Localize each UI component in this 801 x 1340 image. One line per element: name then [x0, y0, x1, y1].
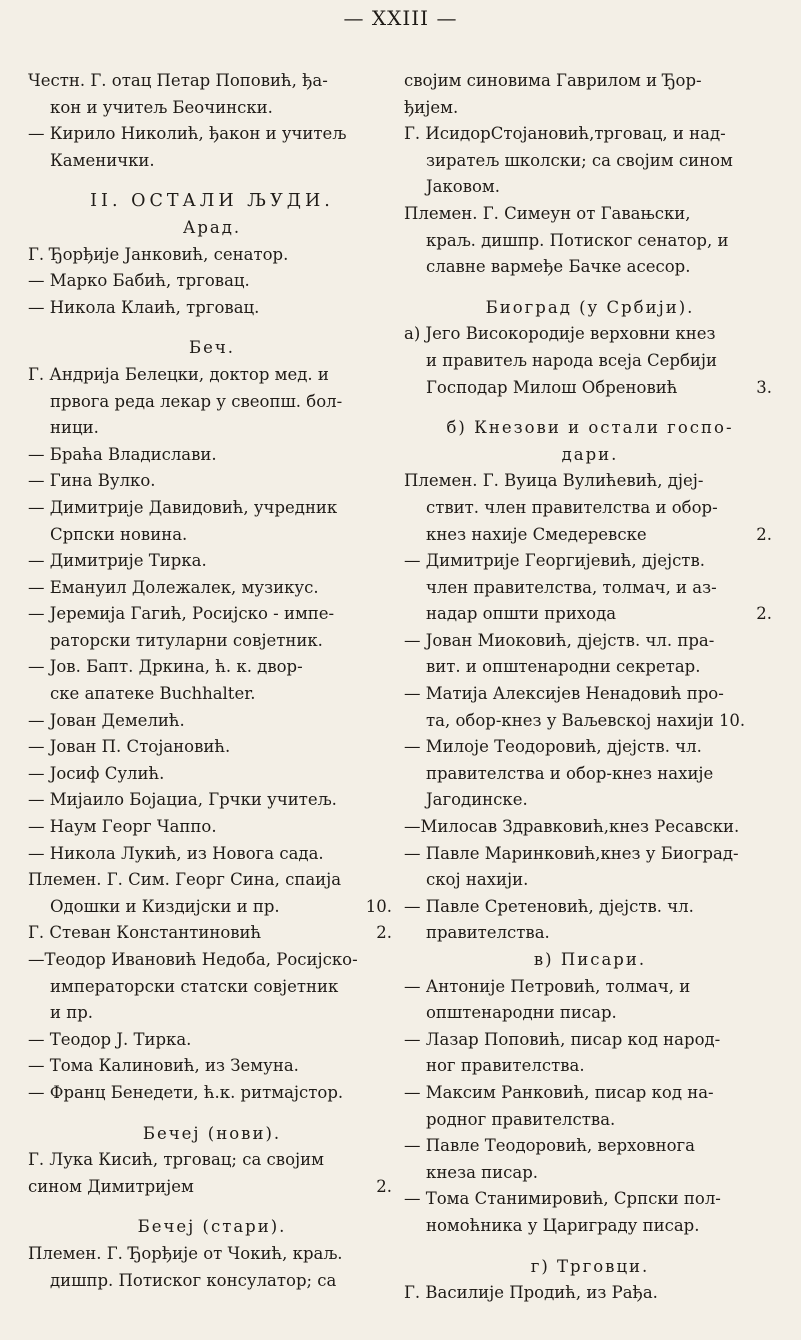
- spacer: [404, 281, 776, 295]
- text-line: [28, 920, 396, 947]
- text-line: [404, 95, 776, 122]
- spacer: [28, 321, 396, 335]
- line-text: Арад.: [182, 217, 242, 237]
- right-column: [404, 68, 776, 1307]
- line-text: б) Кнезови и остали госпо-: [446, 418, 734, 438]
- text-line: [28, 95, 396, 122]
- line-text: —Теодор Ивановић Недоба, Росијско-: [28, 950, 358, 969]
- line-text: ници.: [50, 418, 99, 438]
- text-line: [404, 148, 776, 175]
- line-text: вит. и општенародни секретар.: [426, 657, 701, 677]
- line-text: Г. Лука Кисић, трговац; са својим: [28, 1150, 324, 1170]
- text-line: [28, 601, 396, 628]
- line-text: — Мијаило Бојациа, Грчки учитељ.: [28, 790, 337, 810]
- text-line: [28, 148, 396, 175]
- text-line: [28, 415, 396, 442]
- text-line: [28, 708, 396, 735]
- text-line: [28, 442, 396, 469]
- text-line: [404, 1000, 776, 1027]
- text-line: [404, 1053, 776, 1080]
- line-text: — Теодор Ј. Тирка.: [28, 1029, 192, 1049]
- text-line: [28, 1214, 396, 1241]
- text-line: [28, 215, 396, 242]
- text-line: [28, 761, 396, 788]
- text-line: [28, 335, 396, 362]
- text-line: [404, 601, 776, 628]
- line-text: а) Јего Високородије верховни кнез: [404, 324, 716, 344]
- text-line: [404, 121, 776, 148]
- line-text: надар општи прихода: [426, 604, 617, 624]
- spacer: [404, 1240, 776, 1254]
- text-line: [28, 1121, 396, 1148]
- left-column: [28, 68, 396, 1294]
- text-line: [28, 1147, 396, 1174]
- line-text: — Никола Лукић, из Новога сада.: [28, 843, 324, 863]
- line-text: Господар Милош Обреновић: [426, 377, 678, 397]
- line-text: Јаковом.: [426, 177, 501, 197]
- line-text: правителства и обор-кнез нахије: [426, 763, 714, 783]
- line-text: Племен. Г. Вуица Вулићевић, дјеј-: [404, 471, 704, 491]
- line-text: — Никола Клаић, трговац.: [28, 297, 260, 317]
- line-text: — Павле Теодоровић, верховнога: [404, 1136, 696, 1156]
- line-text: краљ. дишпр. Потиског сенатор, и: [426, 230, 729, 250]
- line-text: кон и учитељ Беочински.: [50, 97, 273, 117]
- line-text: номоћника у Цариграду писар.: [426, 1215, 700, 1235]
- line-text: ствит. член правителства и обор-: [426, 497, 718, 517]
- line-text: — Матија Алексијев Ненадовић про-: [404, 684, 724, 704]
- text-line: [28, 814, 396, 841]
- text-line: [28, 362, 396, 389]
- line-text: дари.: [561, 444, 619, 464]
- text-line: [28, 295, 396, 322]
- line-text: — Гина Вулко.: [28, 471, 156, 491]
- text-line: [28, 1080, 396, 1107]
- text-line: [404, 761, 776, 788]
- line-text: славне вармеђе Бачке асесор.: [426, 257, 691, 277]
- line-text: — Димитрије Давидовић, учредник: [28, 497, 338, 517]
- text-line: [28, 841, 396, 868]
- line-text: кнез нахије Смедеревске: [426, 524, 647, 544]
- line-text: и правитељ народа всеја Сербији: [426, 350, 718, 370]
- text-line: [404, 1280, 776, 1307]
- line-text: г) Трговци.: [530, 1256, 650, 1276]
- count-number: 2.: [376, 1176, 392, 1196]
- line-text: Г. ИсидорСтојановић,трговац, и над-: [404, 124, 726, 144]
- line-text: член правителства, толмач, и аз-: [426, 577, 717, 597]
- line-text: родног правителства.: [426, 1109, 616, 1129]
- text-line: [404, 548, 776, 575]
- text-line: [404, 442, 776, 469]
- line-text: — Наум Георг Чаппо.: [28, 817, 217, 837]
- text-line: [404, 867, 776, 894]
- line-text: — Јов. Бапт. Дркина, ћ. к. двор-: [28, 657, 303, 677]
- line-text: Г. Василије Продић, из Рађа.: [404, 1283, 658, 1303]
- text-line: [404, 1027, 776, 1054]
- line-text: — Јеремија Гагић, Росијско - импе-: [28, 604, 335, 624]
- text-line: [28, 1174, 396, 1201]
- line-text: — Емануил Долежалек, музикус.: [28, 577, 319, 597]
- text-line: [28, 468, 396, 495]
- text-line: [404, 375, 776, 402]
- text-line: [404, 415, 776, 442]
- text-line: [28, 389, 396, 416]
- line-text: Српски новина.: [50, 524, 188, 544]
- line-text: Г. Стеван Константиновић: [28, 923, 262, 943]
- text-line: [404, 495, 776, 522]
- count-number: 3.: [756, 377, 772, 397]
- line-text: Бечеј (нови).: [142, 1123, 282, 1143]
- text-line: [28, 1241, 396, 1268]
- line-text: — Димитрије Георгијевић, дјејств.: [404, 551, 705, 571]
- text-line: [404, 974, 776, 1001]
- text-line: [404, 894, 776, 921]
- text-line: [28, 242, 396, 269]
- text-line: [404, 681, 776, 708]
- line-text: императорски статски совјетник: [50, 976, 339, 996]
- text-line: [28, 787, 396, 814]
- line-text: Одошки и Киздијски и пр.: [50, 896, 280, 916]
- text-line: [28, 575, 396, 602]
- line-text: правителства.: [426, 923, 550, 943]
- text-line: [28, 1268, 396, 1295]
- text-line: [404, 522, 776, 549]
- text-line: [28, 867, 396, 894]
- line-text: Честн. Г. отац Петар Поповић, ђа-: [28, 71, 328, 90]
- line-text: — Јосиф Сулић.: [28, 763, 165, 783]
- text-line: [28, 894, 396, 921]
- line-text: раторски титуларни совјетник.: [50, 630, 323, 650]
- line-text: — Димитрије Тирка.: [28, 551, 207, 571]
- line-text: в) Писари.: [533, 950, 647, 969]
- text-line: [404, 468, 776, 495]
- text-line: [28, 548, 396, 575]
- text-line: [28, 734, 396, 761]
- line-text: Племен. Г. Ђорђије от Чокић, краљ.: [28, 1243, 343, 1263]
- line-text: првога реда лекар у свеопш. бол-: [50, 391, 343, 411]
- line-text: ђијем.: [404, 97, 459, 117]
- line-text: — Јован П. Стојановић.: [28, 737, 231, 757]
- text-line: [404, 1080, 776, 1107]
- text-line: [404, 814, 776, 841]
- line-text: својим синовима Гаврилом и Ђор-: [404, 71, 702, 90]
- line-text: — Франц Бенедети, ћ.к. ритмајстор.: [28, 1082, 344, 1102]
- spacer: [28, 1200, 396, 1214]
- count-number: 2.: [756, 524, 772, 544]
- line-text: зиратељ школски; са својим сином: [426, 150, 733, 170]
- text-line: [28, 68, 396, 95]
- text-line: [28, 522, 396, 549]
- line-text: Г. Ђорђије Јанковић, сенатор.: [28, 244, 289, 264]
- text-line: [28, 268, 396, 295]
- text-line: [404, 68, 776, 95]
- text-line: [28, 681, 396, 708]
- line-text: Јагодинске.: [426, 790, 528, 810]
- line-text: ске апатеке Buchhalter.: [50, 684, 256, 704]
- spacer: [404, 401, 776, 415]
- line-text: — Тома Калиновић, из Земуна.: [28, 1056, 299, 1076]
- text-line: [404, 920, 776, 947]
- text-line: [404, 628, 776, 655]
- text-line: [404, 228, 776, 255]
- line-text: — Антоније Петровић, толмач, и: [404, 976, 691, 996]
- line-text: — Павле Маринковић,кнез у Биоград-: [404, 843, 739, 863]
- text-line: [404, 1213, 776, 1240]
- text-line: [404, 321, 776, 348]
- line-text: — Максим Ранковић, писар код на-: [404, 1082, 714, 1102]
- text-line: [28, 1027, 396, 1054]
- line-text: Г. Андрија Белецки, доктор мед. и: [28, 364, 329, 384]
- spacer: [28, 1107, 396, 1121]
- line-text: — Браћа Владислави.: [28, 444, 217, 464]
- line-text: — Лазар Поповић, писар код народ-: [404, 1029, 721, 1049]
- text-line: [28, 1000, 396, 1027]
- line-text: Племен. Г. Симеун от Гавањски,: [404, 203, 691, 223]
- text-line: [28, 947, 396, 974]
- text-line: [404, 1254, 776, 1281]
- text-line: [404, 708, 776, 735]
- text-line: [404, 654, 776, 681]
- line-text: Племен. Г. Сим. Георг Сина, спаија: [28, 870, 342, 890]
- text-line: [404, 947, 776, 974]
- text-line: [28, 121, 396, 148]
- text-line: [28, 495, 396, 522]
- text-line: [404, 254, 776, 281]
- line-text: Каменички.: [50, 150, 155, 170]
- line-text: — Тома Станимировић, Српски пол-: [404, 1189, 721, 1209]
- text-line: [404, 201, 776, 228]
- text-line: [404, 295, 776, 322]
- text-line: [404, 1133, 776, 1160]
- line-text: та, обор-кнез у Ваљевској нахији 10.: [426, 710, 746, 730]
- text-line: [28, 628, 396, 655]
- line-text: ног правителства.: [426, 1056, 585, 1076]
- line-text: Бечеј (стари).: [137, 1217, 287, 1237]
- line-text: — Кирило Николић, ђакон и учитељ: [28, 124, 347, 144]
- count-number: 2.: [376, 923, 392, 943]
- line-text: кнеза писар.: [426, 1162, 539, 1182]
- page-header: — XXIII —: [343, 6, 458, 30]
- line-text: Беч.: [188, 338, 236, 358]
- text-line: [28, 654, 396, 681]
- text-line: [404, 787, 776, 814]
- count-number: 10.: [365, 896, 392, 916]
- text-line: [404, 1160, 776, 1187]
- text-line: [28, 974, 396, 1001]
- text-line: [404, 841, 776, 868]
- line-text: — Павле Сретеновић, дјејств. чл.: [404, 896, 694, 916]
- line-text: општенародни писар.: [426, 1003, 617, 1023]
- text-line: [404, 1107, 776, 1134]
- line-text: — Јован Демелић.: [28, 710, 185, 730]
- line-text: и пр.: [50, 1003, 94, 1023]
- line-text: сином Димитријем: [28, 1176, 194, 1196]
- text-line: [28, 1053, 396, 1080]
- line-text: — Милоје Теодоровић, дјејств. чл.: [404, 737, 702, 757]
- line-text: — Марко Бабић, трговац.: [28, 271, 250, 291]
- text-line: [404, 1186, 776, 1213]
- line-text: II. ОСТАЛИ ЉУДИ.: [90, 191, 334, 212]
- line-text: дишпр. Потиског консулатор; са: [50, 1270, 337, 1290]
- line-text: — Јован Миоковић, дјејств. чл. пра-: [404, 630, 715, 650]
- text-line: [404, 348, 776, 375]
- count-number: 2.: [756, 604, 772, 624]
- text-line: [28, 188, 396, 215]
- line-text: ској нахији.: [426, 870, 529, 890]
- text-line: [404, 174, 776, 201]
- text-line: [404, 734, 776, 761]
- line-text: —Милосав Здравковић,кнез Ресавски.: [404, 817, 740, 837]
- line-text: Биоград (у Србији).: [485, 297, 695, 317]
- spacer: [28, 174, 396, 188]
- text-line: [404, 575, 776, 602]
